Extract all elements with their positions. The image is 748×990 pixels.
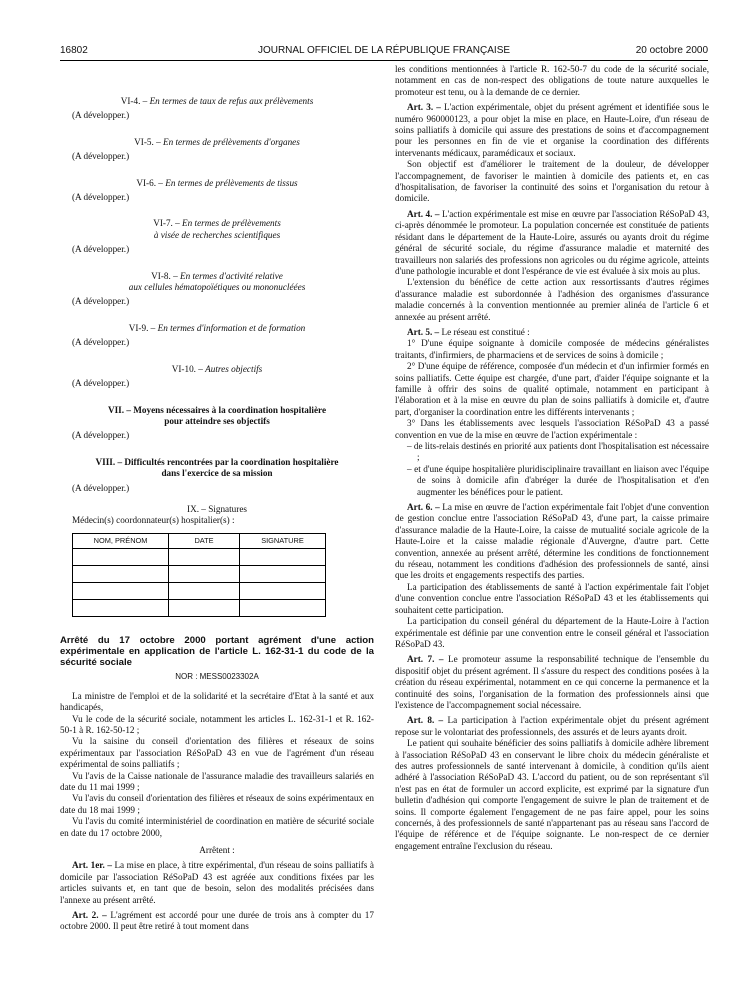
article-label: Art. 3. – <box>407 102 441 113</box>
signatories-label: Médecin(s) coordonnateur(s) hospitalier(s) : <box>72 515 235 526</box>
to-develop-note: (A développer.) <box>72 244 130 255</box>
table-cell <box>239 565 325 582</box>
item-title <box>60 96 374 107</box>
item-number: VI-9. – <box>128 322 158 333</box>
article-label: Art. 8. – <box>407 715 444 726</box>
page-header <box>60 45 708 59</box>
item-vi-8 <box>60 271 374 308</box>
section-heading: VII. – Moyens nécessaires à la coordination hospitalière <box>107 404 327 415</box>
table-cell <box>73 582 169 599</box>
article-6 <box>395 502 709 582</box>
paragraph: Vu l'avis du conseil d'orientation des filières et réseaux de soins expérimentaux en date du 18 mai 1999 ; <box>60 793 374 815</box>
signature-table <box>72 533 326 617</box>
item-heading: En termes de prélèvements de tissus <box>165 177 298 188</box>
item-vi-7 <box>60 218 374 255</box>
item-number: VI-8. – <box>151 270 180 281</box>
column-header-signature: SIGNATURE <box>239 533 325 548</box>
paragraph: La ministre de l'emploi et de la solidarité et la secrétaire d'Etat à la santé et aux handicapés, <box>60 690 374 713</box>
table-cell <box>169 599 240 616</box>
section-heading-cont: pour atteindre ses objectifs <box>164 415 270 426</box>
item-heading: En termes d'activité relative <box>179 270 283 281</box>
article-text: Le réseau est constitué : <box>439 326 530 337</box>
left-column <box>60 64 374 933</box>
table-cell <box>169 582 240 599</box>
item-number: VI-4. – <box>120 96 150 106</box>
article-text: L'action expérimentale est mise en œuvre par l'association RéSoPaD 43, ci-après dénommée le promoteur. La population concernée est constituée de patients résidant dans le département de la Haute-Loire, assurés ou ayants droit du régime général de sécurité sociale, du régime d'assurance maladie et maternité des travailleurs non salariés des professions non agricoles ou du régime agricole, atteints d'une pathologie incurable et dont l'espérance de vie est évaluée à six mois au plus. <box>395 208 709 276</box>
item-number: VI-6. – <box>136 177 166 188</box>
article-text: La mise en œuvre de l'action expérimentale fait l'objet d'une convention de gestion conclue entre l'association RéSoPaD 43, d'une part, la caisse primaire d'assurance maladie de la Haute-Loire, la caisse de mutualité sociale agricole de la Haute-Loire et la caisse maladie régionale d'Auvergne, d'autre part. Cette convention, annexée au présent arrêté, détermine les conditions de fonctionnement du réseau, notamment les conditions d'adhésion des professionnels de santé, ainsi que les droits et engagements respectifs des parties. <box>395 502 709 581</box>
section-heading-cont: dans l'exercice de sa mission <box>161 468 273 479</box>
item-vi-4 <box>60 96 374 122</box>
paragraph: Vu la saisine du conseil d'orientation des filières et réseaux de soins expérimentaux par l'association RéSoPaD 43 en vue de l'agrément d'un réseau expérimental de soins palliatifs ; <box>60 736 374 770</box>
list-item: – et d'une équipe hospitalière pluridisciplinaire travaillant en liaison avec l'équipe de soins à domicile afin d'abréger la durée de l'hospitalisation et d'en augmenter les bénéfices pour le patient. <box>407 463 709 497</box>
paragraph: Le patient qui souhaite bénéficier des soins palliatifs à domicile adhère librement à l'association RéSoPaD 43 en conservant le libre choix du médecin généraliste et des autres professionnels de santé intervenant à domicile, à condition qu'ils aient adhéré à l'association RéSoPaD 43. L'accord du patient, ou de son représentant s'il n'est pas en état de formuler un accord explicite, est exprimé par la signature d'un bulletin d'adhésion qui comporte l'engagement de suivre le plan de traitement et de soins. Il comporte également l'engagement de ne pas faire appel, pour les soins concernés, à des professionnels de santé n'appartenant pas au réseau sans l'accord de l'équipe de référence et de l'équipe soignante. Le non-respect de ce dernier engagement entraîne l'exclusion du réseau. <box>395 738 709 851</box>
table-cell <box>169 565 240 582</box>
item-vi-10 <box>60 364 374 390</box>
article-label: Art. 7. – <box>407 654 444 665</box>
to-develop-note: (A développer.) <box>72 151 130 162</box>
item-title <box>60 323 374 334</box>
to-develop-note: (A développer.) <box>72 296 130 307</box>
table-row <box>73 565 326 582</box>
column-header-date: DATE <box>169 533 240 548</box>
paragraph: 1° D'une équipe soignante à domicile composée de médecins généralistes traitants, d'infirmiers, de pharmaciens et de services de soins à domicile ; <box>395 338 709 360</box>
item-heading: En termes d'information et de formation <box>157 322 306 333</box>
to-develop-note: (A développer.) <box>72 337 130 348</box>
table-row <box>73 599 326 616</box>
item-heading: Autres objectifs <box>205 363 263 374</box>
table-cell <box>239 582 325 599</box>
table-cell <box>169 548 240 565</box>
paragraph: Vu le code de la sécurité sociale, notamment les articles L. 162-31-1 et R. 162-50-1 à R. 162-50-12 ; <box>60 713 374 735</box>
section-vii <box>60 405 374 442</box>
table-cell <box>73 565 169 582</box>
article-2 <box>60 910 374 933</box>
nor-reference: NOR : MESS0023302A <box>175 672 259 682</box>
to-develop-note: (A développer.) <box>72 482 130 493</box>
item-heading-cont: à visée de recherches scientifiques <box>153 229 281 240</box>
article-5 <box>395 327 709 338</box>
article-label: Art. 5. – <box>407 326 440 337</box>
item-title <box>60 218 374 229</box>
article-4 <box>395 209 709 277</box>
header-rule <box>60 60 708 61</box>
article-text: Le promoteur assume la responsabilité technique de l'ensemble du dispositif objet du présent agrément. Il s'assure du respect des conditions posées à la création du réseau expérimental, notamment en ce qui concerne la permanence et la continuité des soins, l'organisation de la formation des professionnels ainsi que l'existence de l'accompagnement social nécessaire. <box>395 654 709 710</box>
table-cell <box>73 548 169 565</box>
paragraph: La participation du conseil général du département de la Haute-Loire à l'action expérimentale est définie par une convention entre le conseil général et l'association RéSoPaD 43. <box>395 616 709 649</box>
item-heading-cont: aux cellules hématopoïétiques ou mononucléées <box>128 282 306 293</box>
article-label: Art. 6. – <box>407 502 440 513</box>
to-develop-note: (A développer.) <box>72 378 130 389</box>
article-text: La participation à l'action expérimentale objet du présent agrément repose sur le volontariat des professionnels, des assurés et de leurs ayants droit. <box>395 715 709 737</box>
article-label: Art. 4. – <box>407 208 440 219</box>
paragraph: L'extension du bénéfice de cette action aux ressortissants d'autres régimes d'assurance maladie est subordonnée à l'adhésion des organismes d'assurance maladie concernés à la convention mentionnée au premier alinéa de l'article 6 et annexée au présent arrêté. <box>395 277 709 322</box>
table-row <box>73 548 326 565</box>
journal-title: JOURNAL OFFICIEL DE LA RÉPUBLIQUE FRANÇAISE <box>257 45 511 56</box>
paragraph: les conditions mentionnées à l'article R. 162-50-7 du code de la sécurité sociale, notamment en cas de non-respect des obligations de toute nature auxquelles le promoteur est tenu, ou à la demande de ce dernier. <box>395 64 709 97</box>
table-header-row <box>73 533 326 548</box>
item-vi-9 <box>60 323 374 349</box>
section-heading: IX. – Signatures <box>187 503 247 514</box>
column-header-name: NOM, PRÉNOM <box>73 533 169 548</box>
item-heading: En termes de prélèvements d'organes <box>162 136 300 147</box>
arrete-title: Arrêté du 17 octobre 2000 portant agrément d'une action expérimentale en application de l'article L. 162-31-1 du code de la sécurité sociale <box>60 634 374 669</box>
article-text: L'action expérimentale, objet du présent agrément et identifiée sous le numéro 960000123, a pour objet la mise en place, en Haute-Loire, d'un réseau de soins palliatifs à domicile qui assure des prestations de soins et d'accompagnement pour les personnes en fin de vie et organise la coordination des différents intervenants médicaux, paramédicaux et sociaux. <box>395 102 709 158</box>
item-title <box>60 137 374 148</box>
item-vi-6 <box>60 178 374 204</box>
to-develop-note: (A développer.) <box>72 192 130 203</box>
article-label: Art. 1er. – <box>72 860 112 871</box>
article-8 <box>395 715 709 738</box>
item-title <box>60 178 374 189</box>
item-title <box>60 364 374 375</box>
issue-date: 20 octobre 2000 <box>635 45 708 56</box>
article-1 <box>60 860 374 906</box>
to-develop-note: (A développer.) <box>72 110 130 121</box>
preamble <box>60 691 374 839</box>
paragraph: Vu l'avis de la Caisse nationale de l'assurance maladie des travailleurs salariés en date du 11 mai 1999 ; <box>60 770 374 793</box>
article-7 <box>395 654 709 711</box>
item-number: VI-5. – <box>134 136 163 147</box>
item-heading: En termes de taux de refus aux prélèvements <box>149 96 314 106</box>
list-item: – de lits-relais destinés en priorité aux patients dont l'hospitalisation est nécessaire ; <box>407 441 709 463</box>
article-label: Art. 2. – <box>72 910 107 921</box>
item-vi-5 <box>60 137 374 163</box>
item-title <box>60 271 374 282</box>
paragraph: Son objectif est d'améliorer le traitement de la douleur, de développer l'accompagnement, de favoriser le maintien à domicile des patients et, en cas d'hospitalisation, de favoriser la continuité des soins et l'organisation du retour à domicile. <box>395 159 709 204</box>
article-text: La mise en place, à titre expérimental, d'un réseau de soins palliatifs à domicile par l'association RéSoPaD 43 est agréée aux conditions fixées par les articles suivants et, en tant que de besoin, selon des modalités précisées dans l'annexe au présent arrêté. <box>60 860 374 905</box>
paragraph: 3° Dans les établissements avec lesquels l'association RéSoPaD 43 a passé convention en vue de la mise en œuvre de l'action expérimentale : <box>395 418 709 440</box>
item-number: VI-10. – <box>171 363 206 374</box>
to-develop-note: (A développer.) <box>72 430 130 441</box>
table-cell <box>239 599 325 616</box>
article-text: L'agrément est accordé pour une durée de trois ans à compter du 17 octobre 2000. Il peut être retiré à tout moment dans <box>60 910 374 932</box>
page-number: 16802 <box>60 45 88 56</box>
paragraph: Vu l'avis du comité interministériel de coordination en matière de sécurité sociale en date du 17 octobre 2000, <box>60 816 374 838</box>
paragraph: La participation des établissements de santé à l'action expérimentale fait l'objet d'une convention conclue entre l'association RéSoPaD 43 et les établissements qui souhaitent cette participation. <box>395 581 709 615</box>
article-3 <box>395 102 709 159</box>
paragraph: 2° D'une équipe de référence, composée d'un médecin et d'un infirmier formés en soins palliatifs. Cette équipe est chargée, d'une part, d'aider l'équipe soignante et la famille à offrir des soins de qualité optimale, notamment en participant à l'élaboration et à la mise en œuvre du plan de soins palliatifs à domicile et, d'autre part, d'organiser la coordination entre les différents intervenants ; <box>395 361 709 417</box>
arretent-heading: Arrêtent : <box>199 845 235 856</box>
item-heading: En termes de prélèvements <box>182 218 281 229</box>
item-number: VI-7. – <box>153 218 183 229</box>
right-column <box>395 64 709 852</box>
section-ix <box>60 504 374 617</box>
table-row <box>73 582 326 599</box>
table-cell <box>73 599 169 616</box>
section-viii <box>60 457 374 494</box>
table-cell <box>239 548 325 565</box>
section-heading: VIII. – Difficultés rencontrées par la coordination hospitalière <box>95 456 339 467</box>
